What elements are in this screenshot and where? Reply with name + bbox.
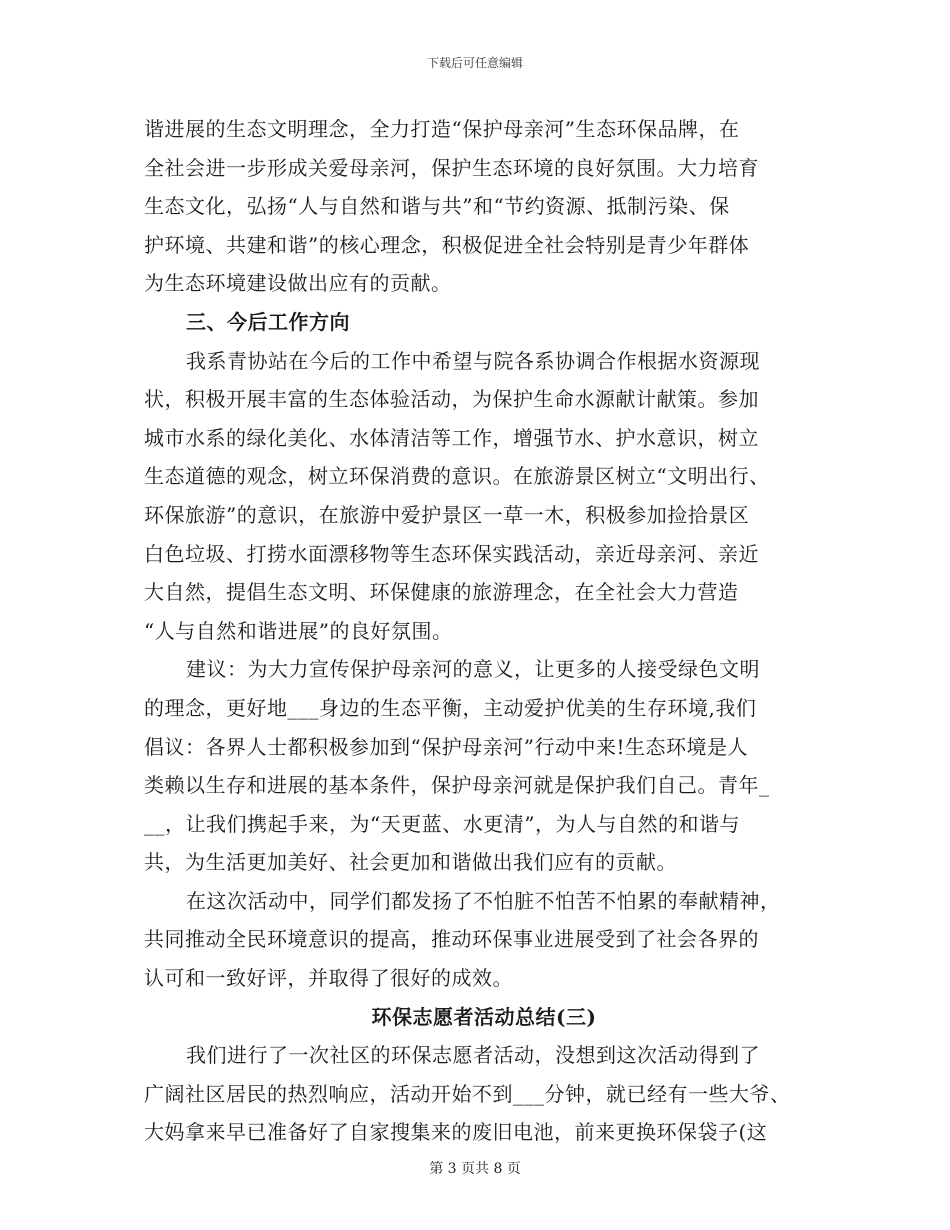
section-heading: 三、今后工作方向: [186, 309, 350, 334]
text-line: 在这次活动中，同学们都发扬了不怕脏不怕苦不怕累的奉献精神，: [186, 888, 781, 913]
text-line: __，让我们携起手来，为“天更蓝、水更清”，为人与自然的和谐与: [144, 811, 740, 836]
text-line: 我系青协站在今后的工作中希望与院各系协调合作根据水资源现: [186, 348, 760, 373]
document-body: [144, 110, 824, 1152]
text-line: 的理念，更好地___身边的生态平衡，主动爱护优美的生存环境,我们: [144, 695, 757, 720]
text-line: 倡议：各界人士都积极参加到“保护母亲河”行动中来!生态环境是人: [144, 734, 748, 759]
text-line: 生态文化，弘扬“人与自然和谐与共”和“节约资源、抵制污染、保: [144, 194, 730, 219]
text-line: 广阔社区居民的热烈响应，活动开始不到___分钟，就已经有一些大爷、: [144, 1081, 791, 1106]
text-line: 生态道德的观念，树立环保消费的意识。在旅游景区树立“文明出行、: [144, 464, 770, 489]
text-line: 护环境、共建和谐”的核心理念，积极促进全社会特别是青少年群体: [144, 232, 750, 257]
section-title: 环保志愿者活动总结(三): [371, 1004, 597, 1029]
text-line: 类赖以生存和进展的基本条件，保护母亲河就是保护我们自己。青年_: [144, 773, 770, 798]
text-line: “人与自然和谐进展”的良好氛围。: [144, 618, 453, 643]
text-line: 全社会进一步形成关爱母亲河，保护生态环境的良好氛围。大力培育: [144, 155, 759, 180]
text-line: 大妈拿来早已准备好了自家搜集来的废旧电池，前来更换环保袋子(这: [144, 1120, 768, 1145]
text-line: 状，积极开展丰富的生态体验活动，为保护生命水源献计献策。参加: [144, 387, 759, 412]
page-footer: 第 3 页共 8 页: [429, 1161, 521, 1177]
text-line: 我们进行了一次社区的环保志愿者活动，没想到这次活动得到了: [186, 1043, 760, 1068]
text-line: 认可和一致好评，并取得了很好的成效。: [144, 966, 513, 991]
text-line: 为生态环境建设做出应有的贡献。: [144, 271, 452, 296]
page-header: 下载后可任意编辑: [426, 56, 523, 70]
text-line: 白色垃圾、打捞水面漂移物等生态环保实践活动，亲近母亲河、亲近: [144, 541, 759, 566]
text-line: 建议：为大力宣传保护母亲河的意义，让更多的人接受绿色文明: [186, 657, 760, 682]
text-line: 共同推动全民环境意识的提高，推动环保事业进展受到了社会各界的: [144, 927, 759, 952]
text-line: 大自然，提倡生态文明、环保健康的旅游理念，在全社会大力营造: [144, 580, 739, 605]
text-line: 谐进展的生态文明理念，全力打造“保护母亲河”生态环保品牌，在: [144, 117, 740, 141]
text-line: 环保旅游”的意识，在旅游中爱护景区一草一木，积极参加捡拾景区: [144, 502, 750, 527]
text-line: 城市水系的绿化美化、水体清洁等工作，增强节水、护水意识，树立: [144, 425, 759, 450]
text-line: 共，为生活更加美好、社会更加和谐做出我们应有的贡献。: [144, 850, 677, 875]
